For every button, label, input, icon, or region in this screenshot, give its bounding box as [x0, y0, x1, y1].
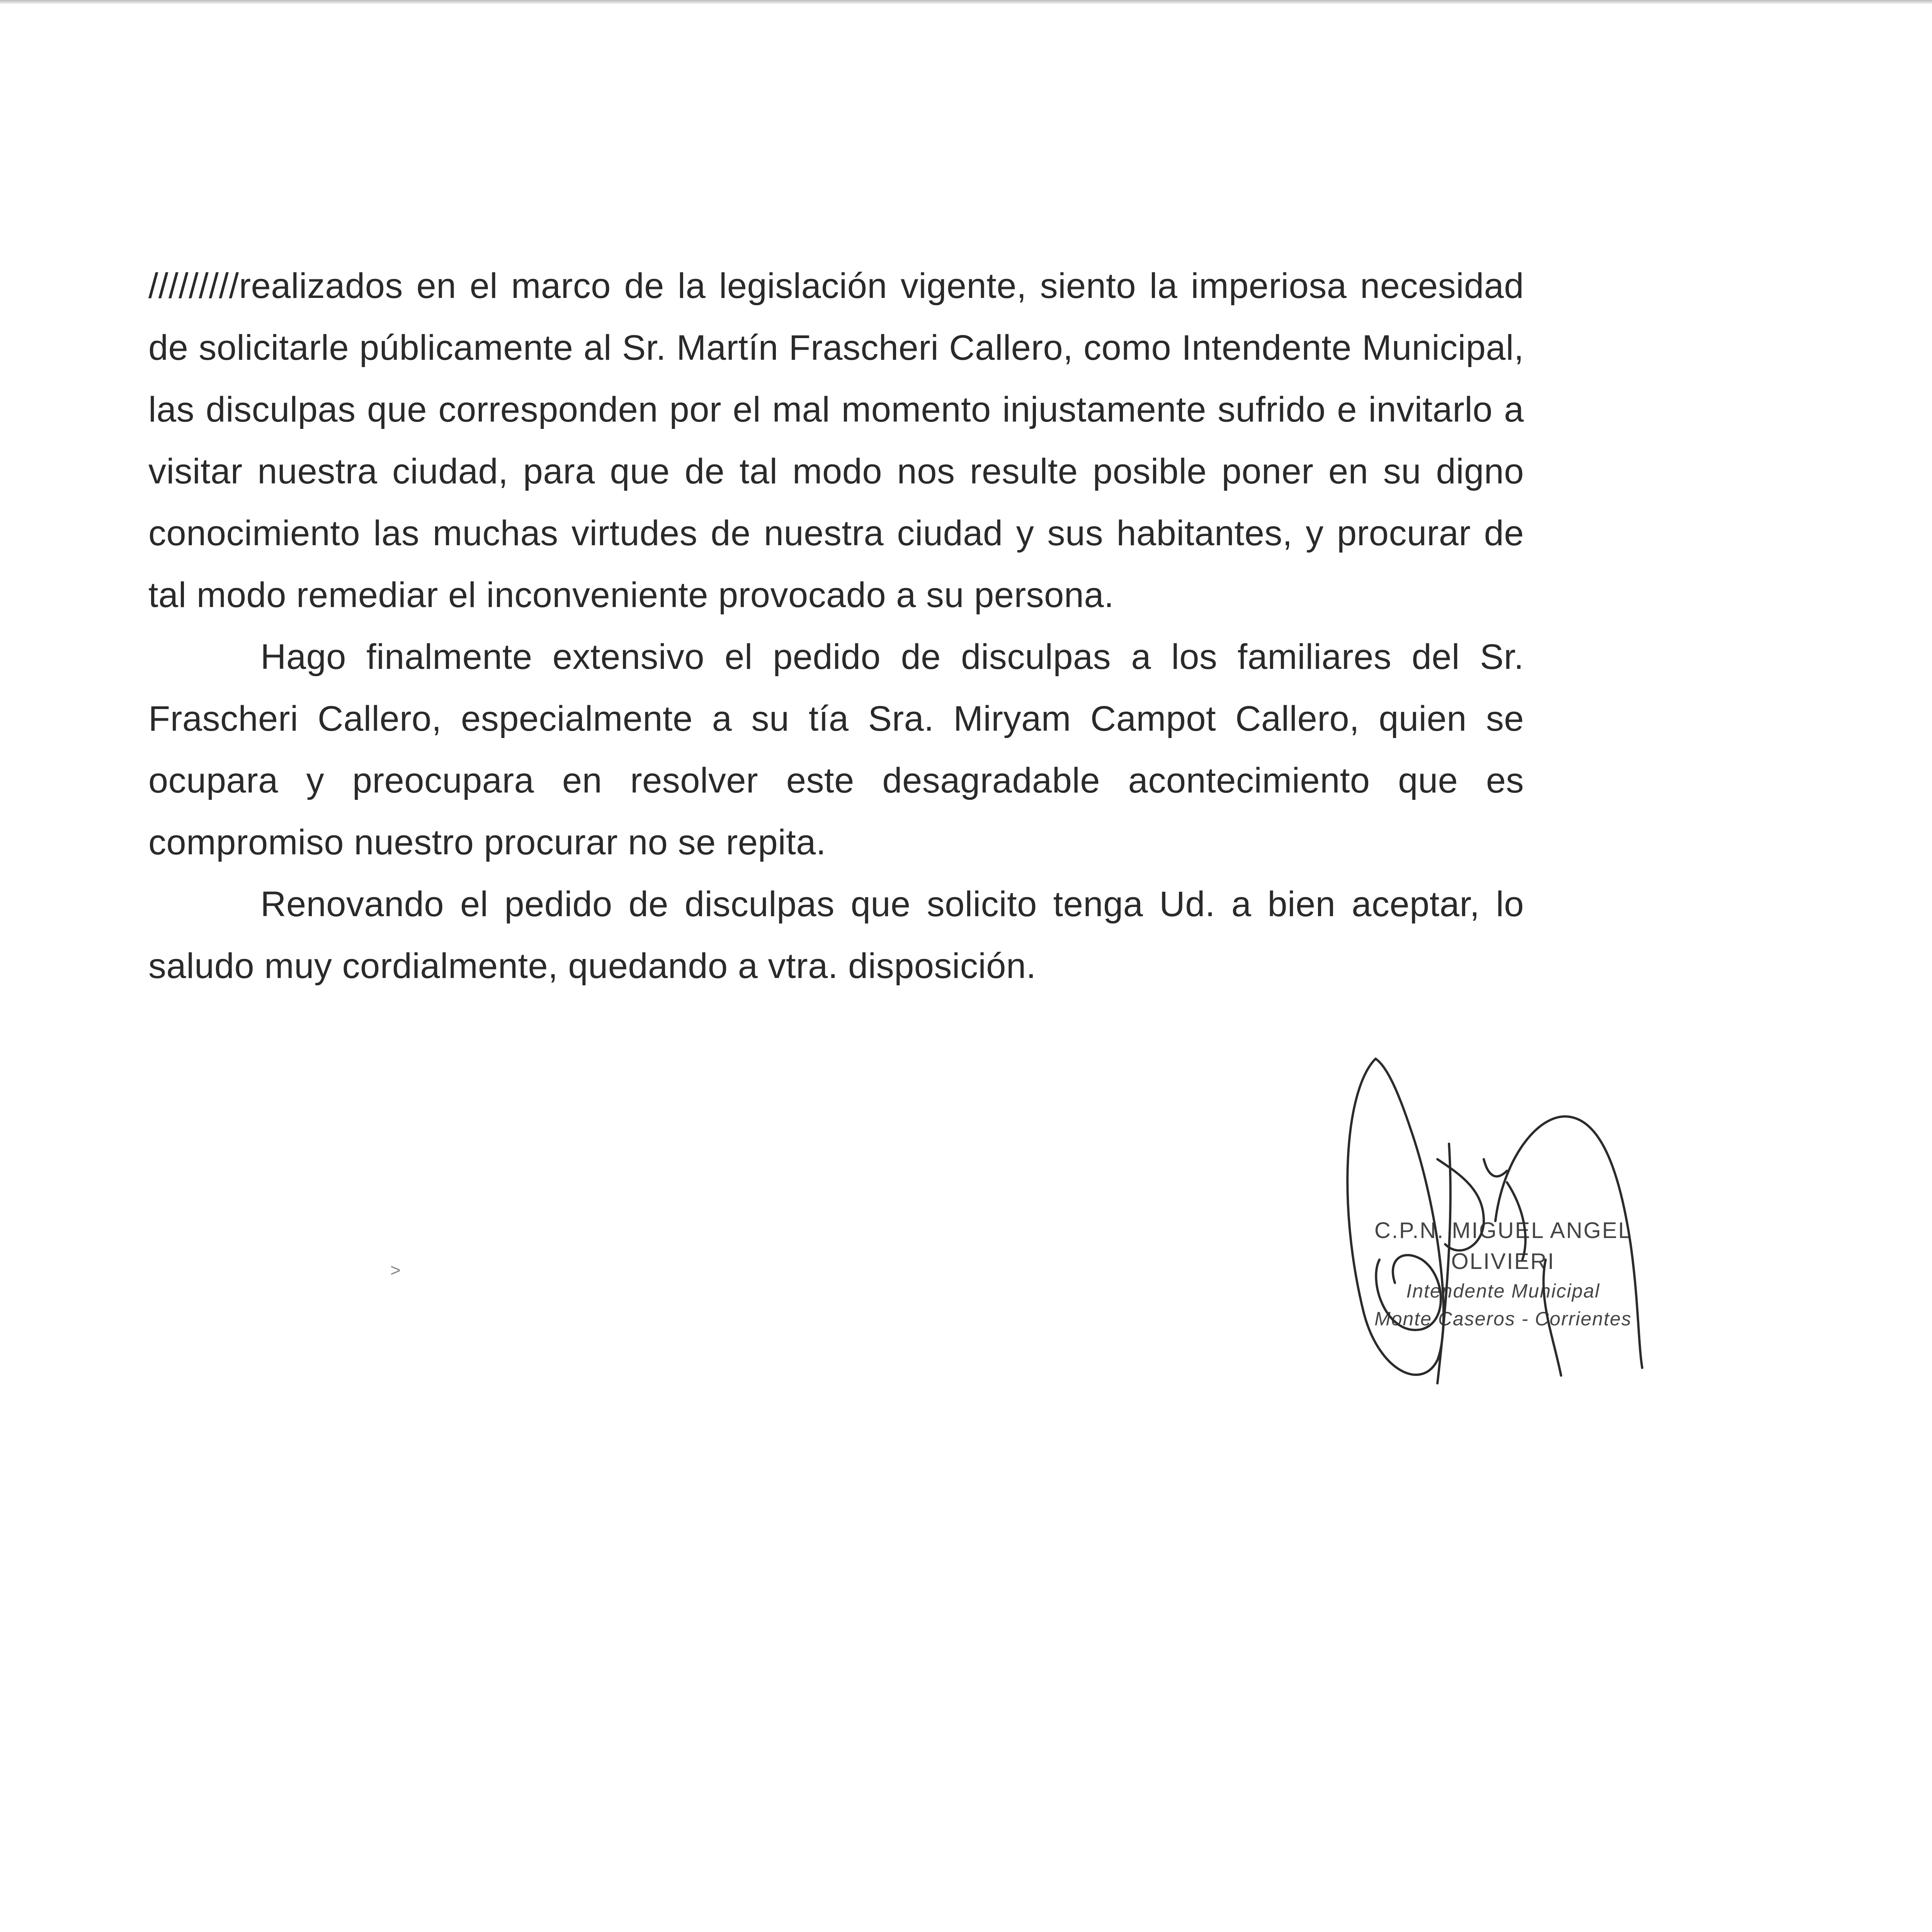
handwritten-signature	[1321, 1043, 1669, 1414]
stamp-place: Monte Caseros - Corrientes	[1374, 1308, 1632, 1330]
paragraph-2: Hago finalmente extensivo el pedido de disculpas a los familiares del Sr. Frascheri Callero, especialmente a su tía Sra. Miryam Campot Callero, quien se ocupara y preocupara en resolver este desagradable acontecimiento que es compromiso nuestro procurar no se repita.	[148, 637, 1524, 862]
paragraph-1: /////////realizados en el marco de la legislación vigente, siento la imperiosa necesidad de solicitarle públicamente al Sr. Martín Frascheri Callero, como Intendente Municipal, las disculpas que corresponden por el mal momento injustamente sufrido e invitarlo a visitar nuestra ciudad, para que de tal modo nos resulte posible poner en su digno conocimiento las muchas virtudes de nuestra ciudad y sus habitantes, y procurar de tal modo remediar el inconveniente provocado a su persona.	[148, 266, 1524, 615]
letter-body	[148, 255, 1524, 997]
scan-speck: ˃	[390, 1260, 401, 1280]
stamp-title: Intendente Municipal	[1406, 1280, 1600, 1302]
stamp-name: C.P.N. MIGUEL ANGEL OLIVIERI	[1374, 1218, 1632, 1274]
scan-top-edge	[0, 0, 1932, 4]
paragraph-3: Renovando el pedido de disculpas que solicito tenga Ud. a bien aceptar, lo saludo muy cordialmente, quedando a vtra. disposición.	[148, 884, 1524, 986]
signature-block	[1321, 1043, 1669, 1414]
